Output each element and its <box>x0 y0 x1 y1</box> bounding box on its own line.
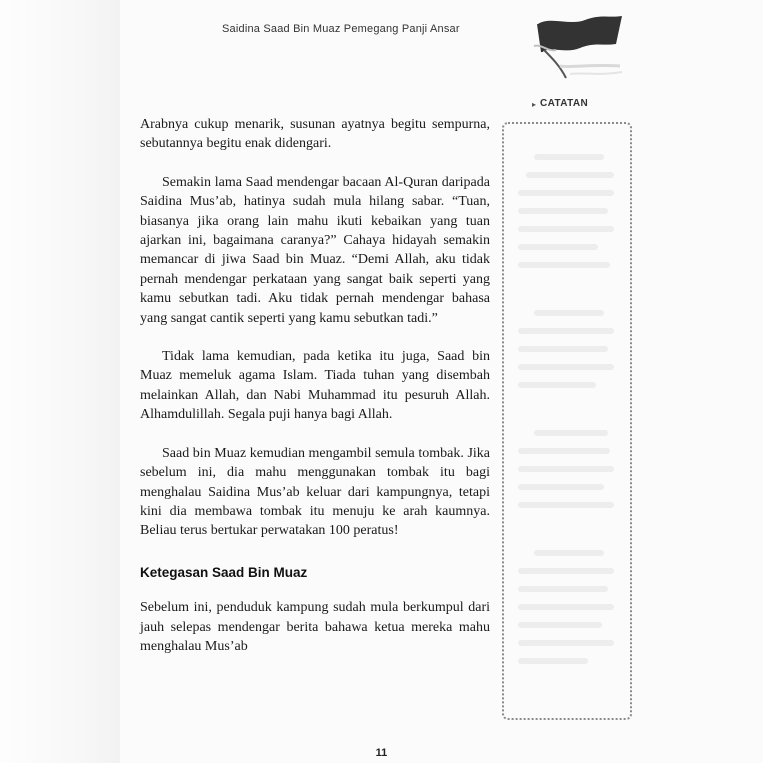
paragraph: Saad bin Muaz kemudian mengambil semula tombak. Jika sebelum ini, dia mahu menggunakan tombak itu bagi menghalau Saidina Mus’ab keluar dari kampungnya, tetapi kini dia membawa tombak itu menuju ke arah kaumnya. Beliau terus bertukar perwatakan 100 peratus! <box>140 445 490 539</box>
faded-text <box>518 502 614 508</box>
notes-box <box>502 122 632 720</box>
faded-text <box>534 154 604 160</box>
paragraph: Tidak lama kemudian, pada ketika itu juga, Saad bin Muaz memeluk agama Islam. Tiada tuhan yang disembah melainkan Allah, dan Nabi Muhammad itu pesuruh Allah. Alhamdulillah. Segala puji hanya bagi Allah. <box>140 349 490 423</box>
running-header: Saidina Saad Bin Muaz Pemegang Panji Ansar <box>222 23 460 35</box>
faded-text <box>518 382 596 388</box>
faded-text <box>518 328 614 334</box>
faded-text <box>518 448 610 454</box>
faded-text <box>534 310 604 316</box>
main-text-column <box>140 115 490 675</box>
paragraph: Sebelum ini, penduduk kampung sudah mula berkumpul dari jauh selepas mendengar berita bahawa ketua mereka mahu menghalau Mus’ab <box>140 600 490 654</box>
flag-icon <box>530 6 630 86</box>
faded-text <box>518 244 598 250</box>
faded-text <box>518 586 608 592</box>
faded-text <box>518 568 614 574</box>
faded-text <box>518 484 604 490</box>
page-gutter-shadow <box>0 0 120 763</box>
faded-text <box>518 262 610 268</box>
section-heading: Ketegasan Saad Bin Muaz <box>140 564 308 580</box>
faded-text <box>518 658 588 664</box>
faded-text <box>518 604 614 610</box>
paragraph: Semakin lama Saad mendengar bacaan Al-Quran daripada Saidina Mus’ab, hatinya sudah mula hilang sabar. “Tuan, biasanya jika orang lain mahu ikuti kebaikan yang tuan ajarkan ini, bagaimana caranya?” Cahaya hidayah semakin memancar di jiwa Saad bin Muaz. “Demi Allah, aku tidak pernah mendengar perkataan yang sangat baik seperti yang kamu sebutkan tadi. Aku tidak pernah mendengar bahasa yang sangat cantik seperti yang kamu sebutkan tadi.” <box>140 174 490 326</box>
faded-text <box>518 622 602 628</box>
faded-text <box>518 640 614 646</box>
catatan-label: CATATAN <box>540 98 589 109</box>
faded-text <box>518 226 614 232</box>
faded-text <box>534 430 608 436</box>
faded-text <box>526 172 614 178</box>
faded-text <box>518 364 614 370</box>
page-number: 11 <box>375 747 388 759</box>
faded-text <box>518 208 608 214</box>
catatan-bullet: ▸ <box>532 100 537 109</box>
paragraph: Arabnya cukup menarik, susunan ayatnya begitu sempurna, sebutannya begitu enak didengari. <box>140 117 490 152</box>
faded-text <box>518 466 614 472</box>
faded-text <box>534 550 604 556</box>
faded-text <box>518 346 608 352</box>
faded-text <box>518 190 614 196</box>
